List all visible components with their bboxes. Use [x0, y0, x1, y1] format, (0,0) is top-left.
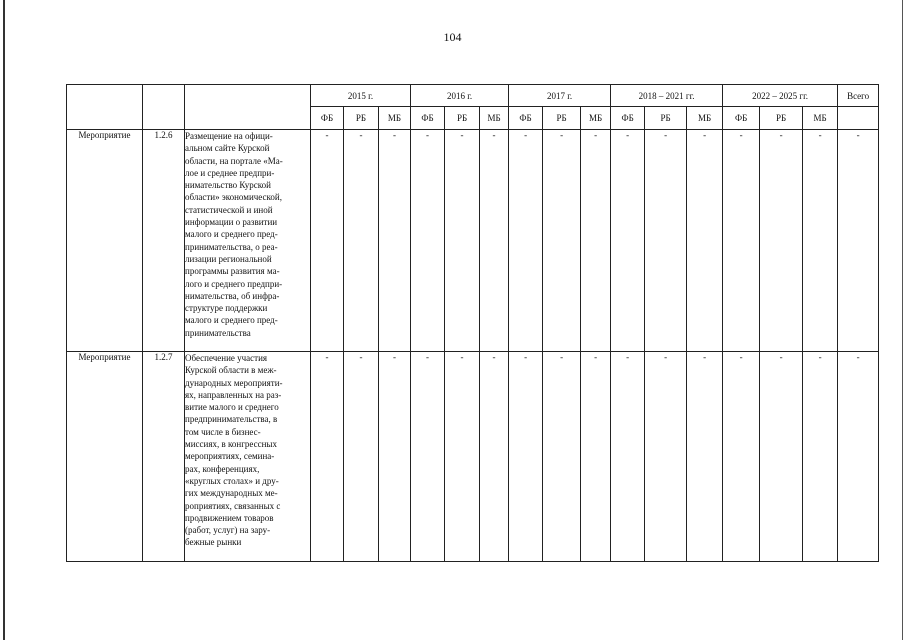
value-cell: - — [311, 130, 344, 352]
value-cell: - — [344, 130, 379, 352]
year-header: 2018 – 2021 гг. — [611, 85, 723, 107]
code-header — [143, 85, 185, 130]
value-cell: - — [543, 352, 581, 562]
source-header-rb: РБ — [760, 107, 803, 130]
description-line: малого и среднего пред- — [185, 229, 278, 240]
description-line: структуре поддержки — [185, 303, 268, 314]
description-line: том числе в бизнес- — [185, 426, 261, 437]
value-cell: - — [611, 352, 645, 562]
value-cell: - — [645, 130, 687, 352]
description-line: программы развития ма- — [185, 266, 280, 277]
source-header-fb: ФБ — [723, 107, 760, 130]
description-line: Размещение на офици- — [185, 131, 273, 141]
description-line: витие малого и среднего — [185, 402, 279, 413]
value-cell: - — [509, 352, 543, 562]
description-line: бежные рынки — [185, 537, 242, 548]
source-header-mb: МБ — [379, 107, 411, 130]
value-cell: - — [611, 130, 645, 352]
description-line: лого и среднего предпри- — [185, 278, 283, 289]
value-cell: - — [803, 130, 838, 352]
value-cell: - — [687, 130, 723, 352]
row-type: Мероприятие — [67, 130, 143, 352]
description-line: «круглых столах» и дру- — [185, 475, 279, 486]
type-header — [67, 85, 143, 130]
value-cell: - — [760, 352, 803, 562]
description-line: области» экономической, — [185, 192, 282, 203]
description-line: мероприятиях, семина- — [185, 451, 275, 462]
year-header: 2022 – 2025 гг. — [723, 85, 838, 107]
description-line: рах, конференциях, — [185, 463, 260, 474]
description-line: Обеспечение участия — [185, 353, 268, 363]
description-line: области, на портале «Ма- — [185, 155, 283, 166]
source-header-mb: МБ — [581, 107, 611, 130]
value-cell: - — [379, 352, 411, 562]
value-cell: - — [760, 130, 803, 352]
description-line: (работ, услуг) на зару- — [185, 525, 271, 536]
row-code: 1.2.7 — [143, 352, 185, 562]
description-line: дународных мероприяти- — [185, 377, 283, 388]
value-cell: - — [723, 130, 760, 352]
description-line: гих международных ме- — [185, 488, 278, 499]
description-line: нимательство Курской — [185, 180, 271, 191]
scan-left-edge — [3, 0, 5, 640]
value-cell: - — [445, 130, 480, 352]
description-line: ях, направленных на раз- — [185, 389, 282, 400]
value-cell: - — [687, 352, 723, 562]
value-cell: - — [581, 352, 611, 562]
row-description — [185, 352, 311, 562]
scan-right-edge — [902, 0, 903, 640]
budget-table — [66, 84, 879, 562]
description-line: лое и среднее предпри- — [185, 167, 275, 178]
description-line: статистической и иной — [185, 204, 273, 215]
year-header: 2015 г. — [311, 85, 411, 107]
value-cell: - — [311, 352, 344, 562]
row-code: 1.2.6 — [143, 130, 185, 352]
year-header: 2016 г. — [411, 85, 509, 107]
description-line: Курской области в меж- — [185, 365, 277, 376]
table-row — [67, 352, 879, 562]
table-row — [67, 130, 879, 352]
source-header-rb: РБ — [645, 107, 687, 130]
total-header: Всего — [838, 85, 879, 107]
description-header — [185, 85, 311, 130]
year-header: 2017 г. — [509, 85, 611, 107]
description-line: альном сайте Курской — [185, 143, 270, 154]
description-line: роприятиях, связанных с — [185, 500, 281, 511]
description-line: принимательства, о реа- — [185, 241, 278, 252]
description-line: малого и среднего пред- — [185, 315, 278, 326]
description-line: информации о развитии — [185, 217, 278, 228]
value-cell: - — [344, 352, 379, 562]
row-description — [185, 130, 311, 352]
total-cell: - — [838, 352, 879, 562]
source-header-rb: РБ — [543, 107, 581, 130]
source-header-fb: ФБ — [611, 107, 645, 130]
value-cell: - — [723, 352, 760, 562]
description-line: продвижением товаров — [185, 512, 274, 523]
source-header-mb: МБ — [480, 107, 509, 130]
description-line: нимательства, об инфра- — [185, 290, 280, 301]
source-header-mb: МБ — [803, 107, 838, 130]
value-cell: - — [645, 352, 687, 562]
value-cell: - — [480, 130, 509, 352]
value-cell: - — [543, 130, 581, 352]
source-header-fb: ФБ — [311, 107, 344, 130]
value-cell: - — [803, 352, 838, 562]
page-number: 104 — [443, 30, 462, 44]
total-subheader-empty — [838, 107, 879, 130]
source-header-mb: МБ — [687, 107, 723, 130]
source-header-rb: РБ — [445, 107, 480, 130]
description-line: предпринимательства, в — [185, 414, 278, 425]
description-line: лизации региональной — [185, 253, 272, 264]
source-header-rb: РБ — [344, 107, 379, 130]
value-cell: - — [411, 352, 445, 562]
value-cell: - — [379, 130, 411, 352]
value-cell: - — [411, 130, 445, 352]
value-cell: - — [509, 130, 543, 352]
row-type: Мероприятие — [67, 352, 143, 562]
value-cell: - — [445, 352, 480, 562]
total-cell: - — [838, 130, 879, 352]
description-line: миссиях, в конгрессных — [185, 439, 277, 450]
value-cell: - — [480, 352, 509, 562]
source-header-fb: ФБ — [411, 107, 445, 130]
value-cell: - — [581, 130, 611, 352]
source-header-fb: ФБ — [509, 107, 543, 130]
description-line: принимательства — [185, 327, 251, 338]
year-header-row — [67, 85, 879, 107]
